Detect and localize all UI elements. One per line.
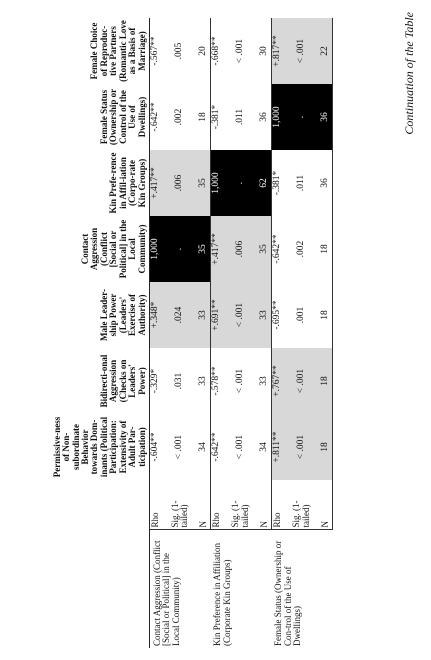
stat-label: Rho [272,512,283,528]
cell: +.691** [210,282,222,348]
cell: 35 [198,216,210,282]
cell: .002 [295,240,306,258]
column-header: Contact Aggression (Conflict [Social or Political] in the Local Community) [12,216,150,282]
cell: -.381* [271,170,282,196]
cell: 35 [259,216,271,282]
cell: . [284,84,320,150]
stat-label: Rho [150,512,161,528]
cell: 33 [198,348,210,414]
cell: 36 [320,84,332,150]
table-row [150,18,162,648]
column-header: Female Choice of Reproduc-tive Partners (Romantic Love as a Basis of Marriage) [12,18,150,84]
cell: -.381* [210,104,221,130]
cell: < .001 [284,348,320,414]
cell: .005 [173,42,184,60]
cell: 33 [198,282,210,348]
cell: .002 [173,108,184,126]
cell: 18 [320,216,332,282]
cell: -.642** [271,234,282,264]
cell: 1,000 [150,216,162,282]
cell: -.642** [150,102,160,132]
stat-label: Sig. (1-tailed) [291,500,311,528]
cell: 34 [259,414,271,480]
cell: < .001 [173,434,184,460]
cell: .006 [162,150,198,216]
cell: -.642** [210,432,221,462]
cell: -.329* [150,368,160,394]
row-group-label: Contact Aggression (Conflict [Social or Political] in the Local Community) [150,530,211,648]
row-group-label: Female Status (Ownership or Con-trol of the Use of Dwellings) [271,530,332,648]
cell: 18 [320,282,332,348]
cell: 36 [320,150,332,216]
stat-label: N [259,480,271,530]
table-row [210,18,222,648]
cell: < .001 [234,434,245,460]
cell: 62 [259,150,271,216]
cell: . [162,216,198,282]
cell: -.567** [150,36,160,66]
cell: .024 [162,282,198,348]
cell: +.811** [271,414,283,480]
cell: -.578** [210,366,221,396]
cell: .006 [223,216,259,282]
cell: .011 [295,174,306,192]
cell: < .001 [234,368,245,394]
cell: 1,000 [210,150,222,216]
column-header: Female Status (Ownership or Control of the Use of Dwellings) [12,84,150,150]
correlation-table [12,18,333,648]
stat-label: N [320,480,332,530]
cell: 20 [198,18,210,84]
cell: -.604** [150,432,160,462]
cell: 36 [259,84,271,150]
cell: .001 [295,306,306,324]
stat-label: Rho [211,512,222,528]
cell: 18 [198,84,210,150]
cell: +.348* [150,282,162,348]
cell: 22 [320,18,332,84]
cell: 18 [320,414,332,480]
cell: +.417** [150,150,162,216]
cell: < .001 [284,414,320,480]
cell: 35 [198,150,210,216]
column-header: Male Leader-ship Power (Leaders' Exercise of Authority) [12,282,150,348]
row-group-label: Kin Preference in Affiliation (Corporate Kin Groups) [210,530,271,648]
cell: < .001 [234,38,245,64]
stat-label: Sig. (1-tailed) [169,500,189,528]
column-header: Bidirecti-onal Aggression (Checks on Leaders' Power) [12,348,150,414]
table-continuation-caption: Continuation of the Table [402,12,416,135]
column-header: Permissive-ness of Non-subordinate Behavior towards Dom-inants (Political Participation: Extensivity of Adult Par-ticipation) [12,414,150,480]
cell: 33 [259,282,271,348]
cell: +.417** [210,216,222,282]
cell: +.767** [271,348,283,414]
cell: . [223,150,259,216]
cell: .031 [173,372,184,390]
cell: 34 [198,414,210,480]
column-header: Kin Prefe-rence in Affil-iation (Corpo-rate Kin Groups) [12,150,150,216]
stat-label: Sig. (1-tailed) [230,500,250,528]
cell: -.695** [271,300,282,330]
cell: < .001 [284,18,320,84]
cell: 30 [259,18,271,84]
cell: .011 [234,108,245,126]
cell: < .001 [223,282,259,348]
cell: 33 [259,348,271,414]
column-header-row [12,18,150,648]
cell: 18 [320,348,332,414]
cell: +.817** [271,18,283,84]
stat-label: N [198,480,210,530]
cell: -.668** [210,36,221,66]
cell: 1,000 [271,84,283,150]
table-row [271,18,283,648]
